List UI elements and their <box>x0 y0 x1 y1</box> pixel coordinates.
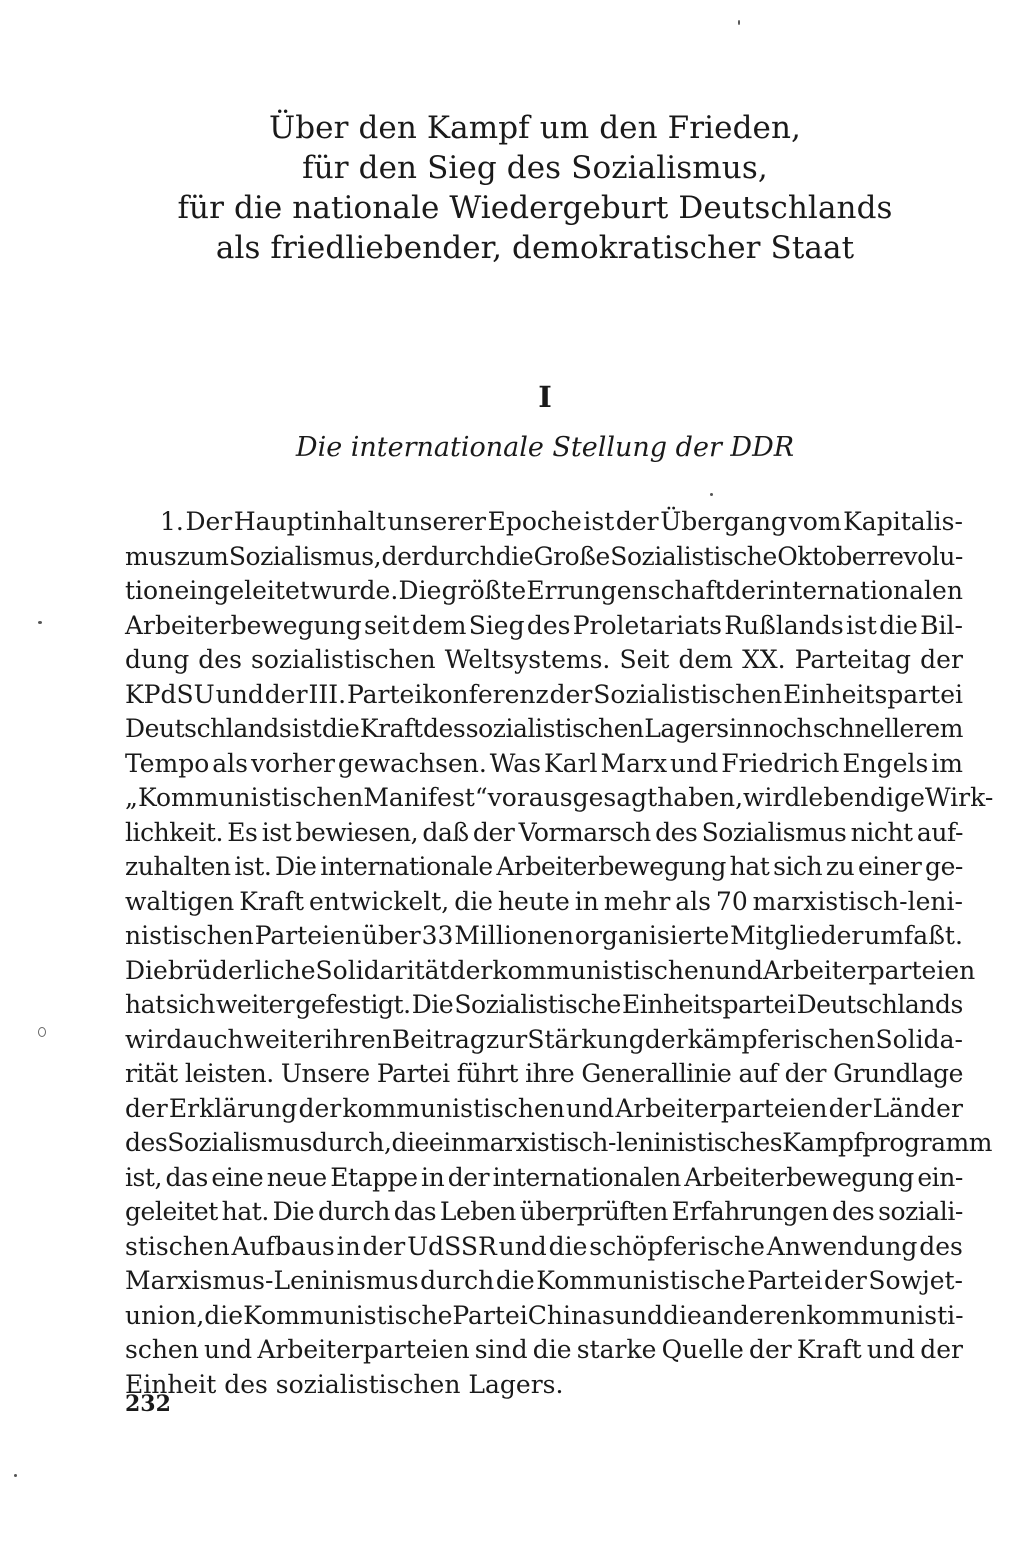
body-line: mus zum Sozialismus, der durch die Große Sozialistische Oktoberrevolu- <box>125 541 963 571</box>
body-line: Arbeiterbewegung seit dem Sieg des Proletariats Rußlands ist die Bil- <box>125 610 963 640</box>
body-line: nistischen Parteien über 33 Millionen organisierte Mitglieder umfaßt. <box>125 921 963 950</box>
body-line: ist, das eine neue Etappe in der internationalen Arbeiterbewegung ein- <box>125 1162 963 1192</box>
body-line: rität leisten. Unsere Partei führt ihre Generallinie auf der Grundlage <box>125 1059 963 1088</box>
body-line: 1. Der Hauptinhalt unserer Epoche ist der Übergang vom Kapitalis- <box>160 507 963 536</box>
body-line: waltigen Kraft entwickelt, die heute in mehr als 70 marxistisch-leni- <box>125 886 963 916</box>
title-line: als friedliebender, demokratischer Staat <box>215 230 855 266</box>
scan-speck <box>738 20 740 25</box>
body-line: zuhalten ist. Die internationale Arbeiterbewegung hat sich zu einer ge- <box>125 852 963 881</box>
body-line: union, die Kommunistische Partei Chinas und die anderen kommunisti- <box>125 1300 964 1330</box>
scan-speck <box>14 1474 17 1477</box>
scan-speck <box>710 493 713 496</box>
body-line: des Sozialismus durch, die ein marxistisch-leninistisches Kampfprogramm <box>125 1128 993 1157</box>
body-line: wird auch weiter ihren Beitrag zur Stärkung der kämpferischen Solida- <box>125 1024 963 1054</box>
section-number: I <box>538 380 552 414</box>
body-line: Deutschlands ist die Kraft des sozialistischen Lagers in noch schnellerem <box>125 714 963 743</box>
body-line: lichkeit. Es ist bewiesen, daß der Vormarsch des Sozialismus nicht auf- <box>125 817 963 847</box>
body-line: schen und Arbeiterparteien sind die starke Quelle der Kraft und der <box>125 1335 963 1364</box>
body-line: „Kommunistischen Manifest“ vorausgesagt haben, wird lebendige Wirk- <box>125 783 994 812</box>
body-line: dung des sozialistischen Weltsystems. Seit dem XX. Parteitag der <box>125 645 963 674</box>
body-line: tion eingeleitet wurde. Die größte Errungenschaft der internationalen <box>125 576 963 605</box>
title-line: für die nationale Wiedergeburt Deutschlands <box>177 190 893 226</box>
scan-speck <box>38 1027 46 1037</box>
body-paragraph <box>125 505 994 1402</box>
body-line: geleitet hat. Die durch das Leben überprüften Erfahrungen des soziali- <box>125 1197 963 1226</box>
body-line: Marxismus-Leninismus durch die Kommunistische Partei der Sowjet- <box>125 1266 963 1295</box>
document-title <box>0 108 1024 268</box>
title-line: für den Sieg des Sozialismus, <box>302 150 768 186</box>
body-line: KPdSU und der III. Parteikonferenz der Sozialistischen Einheitspartei <box>125 679 963 709</box>
body-line: hat sich weiter gefestigt. Die Sozialistische Einheitspartei Deutschlands <box>125 990 963 1019</box>
body-line: der Erklärung der kommunistischen und Arbeiterparteien der Länder <box>125 1093 963 1123</box>
title-line: Über den Kampf um den Frieden, <box>268 110 802 146</box>
body-line: Die brüderliche Solidarität der kommunistischen und Arbeiterparteien <box>125 955 976 985</box>
body-line: stischen Aufbaus in der UdSSR und die schöpferische Anwendung des <box>125 1231 963 1261</box>
scan-speck <box>38 621 42 624</box>
body-line: Tempo als vorher gewachsen. Was Karl Marx und Friedrich Engels im <box>125 748 963 778</box>
body-line: Einheit des sozialistischen Lagers. <box>125 1369 564 1399</box>
page-number: 232 <box>125 1391 171 1417</box>
section-title: Die internationale Stellung der DDR <box>295 432 795 463</box>
